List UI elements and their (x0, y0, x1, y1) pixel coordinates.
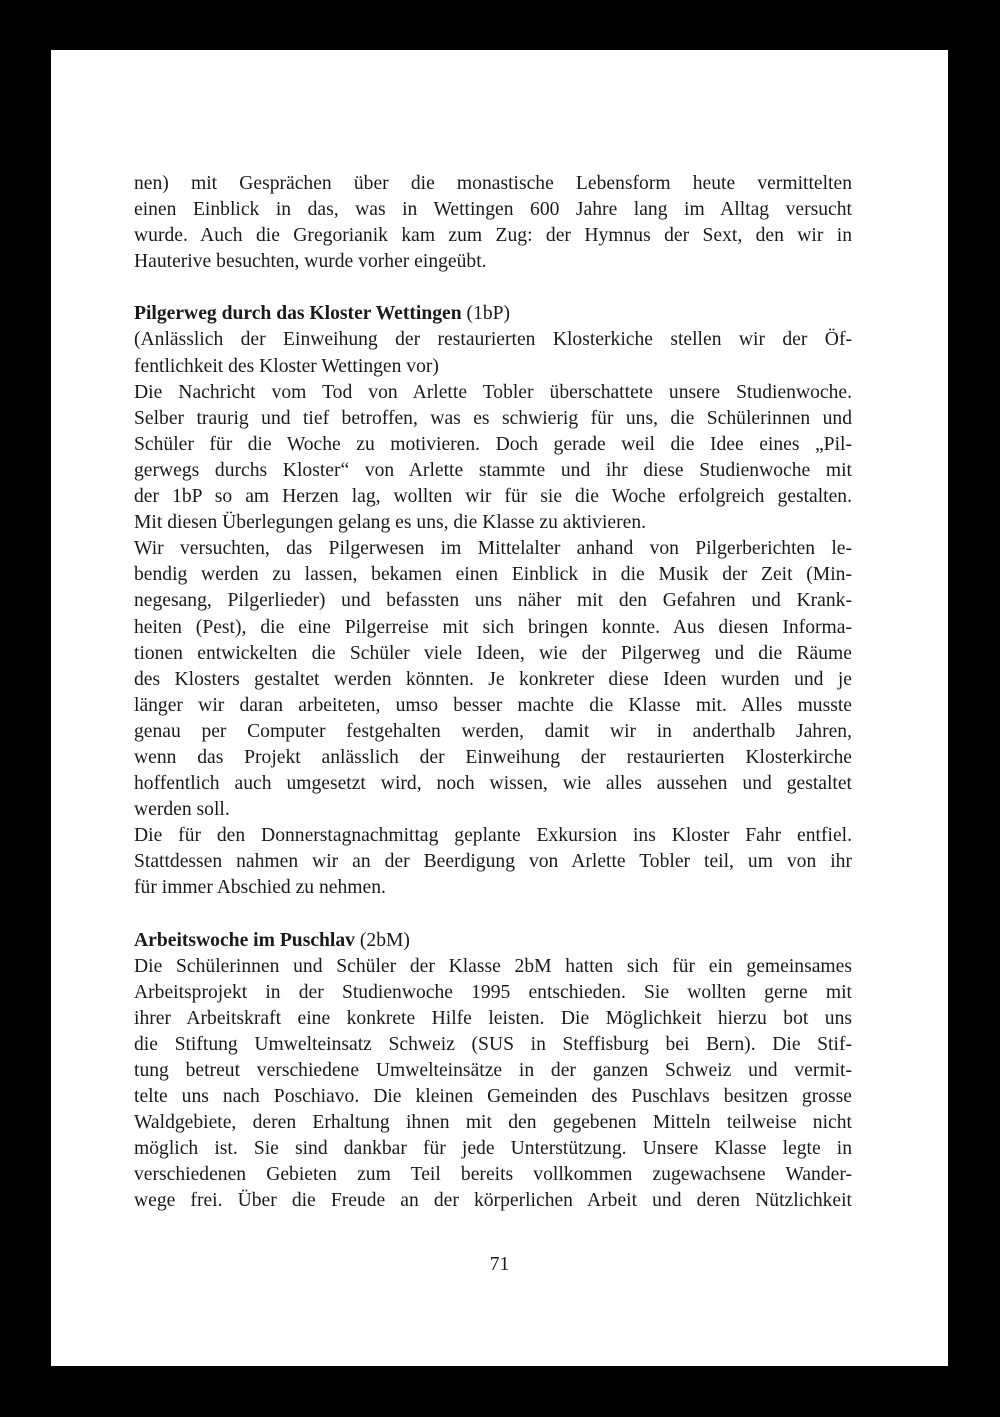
text-line: Die Schülerinnen und Schüler der Klasse 2bM hatten sich für ein gemeinsames (134, 955, 852, 977)
text-line: Hauterive besuchten, wurde vorher eingeübt. (134, 251, 487, 273)
intro-paragraph (134, 171, 852, 275)
paragraph-gap (134, 902, 852, 928)
text-line: genau per Computer festgehalten werden, damit wir in anderthalb Jahren, (134, 720, 852, 742)
section-pilgerweg (134, 301, 852, 901)
text-line: werden soll. (134, 799, 230, 821)
page-body (134, 171, 852, 1215)
section-heading (134, 301, 852, 327)
section-title: Arbeitswoche im Puschlav (134, 929, 355, 951)
text-line: wurde. Auch die Gregorianik kam zum Zug: der Hymnus der Sext, den wir in (134, 225, 852, 247)
text-line: telte uns nach Poschiavo. Die kleinen Gemeinden des Puschlavs besitzen grosse (134, 1086, 852, 1108)
section-class-label: (1bP) (461, 303, 511, 325)
text-line: einen Einblick in das, was in Wettingen 600 Jahre lang im Alltag versucht (134, 199, 852, 221)
text-line: (Anlässlich der Einweihung der restaurierten Klosterkiche stellen wir der Öf- (134, 329, 852, 351)
text-line: Stattdessen nahmen wir an der Beerdigung von Arlette Tobler teil, um von ihr (134, 851, 852, 873)
text-line: tung betreut verschiedene Umwelteinsätze in der ganzen Schweiz und vermit- (134, 1060, 852, 1081)
text-line: ihrer Arbeitskraft eine konkrete Hilfe leisten. Die Möglichkeit hierzu bot uns (134, 1007, 852, 1029)
page-number: 71 (489, 1254, 510, 1275)
section-class-label: (2bM) (354, 929, 410, 951)
text-line: Wir versuchten, das Pilgerwesen im Mittelalter anhand von Pilgerberichten le- (134, 538, 852, 560)
text-line: tionen entwickelten die Schüler viele Ideen, wie der Pilgerweg und die Räume (134, 642, 852, 664)
text-line: Waldgebiete, deren Erhaltung ihnen mit den gegebenen Mitteln teilweise nicht (134, 1112, 852, 1134)
text-line: Mit diesen Überlegungen gelang es uns, die Klasse zu aktivieren. (134, 512, 647, 534)
section-heading (134, 928, 852, 954)
text-line: negesang, Pilgerlieder) und befassten uns näher mit den Gefahren und Krank- (134, 590, 852, 612)
text-line: Schüler für die Woche zu motivieren. Doch gerade weil die Idee eines „Pil- (134, 433, 852, 455)
text-line: fentlichkeit des Kloster Wettingen vor) (134, 355, 439, 377)
document-page (51, 50, 948, 1366)
text-line: für immer Abschied zu nehmen. (134, 877, 386, 899)
section-title: Pilgerweg durch das Kloster Wettingen (134, 303, 462, 325)
section-arbeitswoche (134, 928, 852, 1215)
text-line: länger wir daran arbeiteten, umso besser machte die Klasse mit. Alles musste (134, 694, 852, 716)
text-line: heiten (Pest), die eine Pilgerreise mit sich bringen konnte. Aus diesen Informa- (134, 616, 852, 638)
text-line: Arbeitsprojekt in der Studienwoche 1995 entschieden. Sie wollten gerne mit (134, 981, 852, 1003)
text-line: möglich ist. Sie sind dankbar für jede Unterstützung. Unsere Klasse legte in (134, 1138, 852, 1160)
text-line: wege frei. Über die Freude an der körperlichen Arbeit und deren Nützlichkeit (134, 1190, 852, 1212)
text-line: Die für den Donnerstagnachmittag geplante Exkursion ins Kloster Fahr entfiel. (134, 825, 852, 847)
text-line: die Stiftung Umwelteinsatz Schweiz (SUS in Steffisburg bei Bern). Die Stif- (134, 1033, 852, 1055)
text-line: Selber traurig und tief betroffen, was es schwierig für uns, die Schülerinnen und (134, 407, 852, 429)
paragraph-gap (134, 275, 852, 301)
text-line: wenn das Projekt anlässlich der Einweihung der restaurierten Klosterkirche (134, 746, 852, 768)
text-line: des Klosters gestaltet werden könnten. Je konkreter diese Ideen wurden und je (134, 668, 852, 690)
text-line: gerwegs durchs Kloster“ von Arlette stammte und ihr diese Studienwoche mit (134, 459, 852, 481)
text-line: Die Nachricht vom Tod von Arlette Tobler überschattete unsere Studienwoche. (134, 381, 852, 403)
text-line: verschiedenen Gebieten zum Teil bereits vollkommen zugewachsene Wander- (134, 1164, 852, 1186)
text-line: bendig werden zu lassen, bekamen einen Einblick in die Musik der Zeit (Min- (134, 564, 852, 586)
text-line: der 1bP so am Herzen lag, wollten wir für sie die Woche erfolgreich gestalten. (134, 486, 852, 508)
text-line: hoffentlich auch umgesetzt wird, noch wissen, wie alles aussehen und gestaltet (134, 773, 852, 795)
text-line: nen) mit Gesprächen über die monastische Lebensform heute vermittelten (134, 173, 852, 194)
